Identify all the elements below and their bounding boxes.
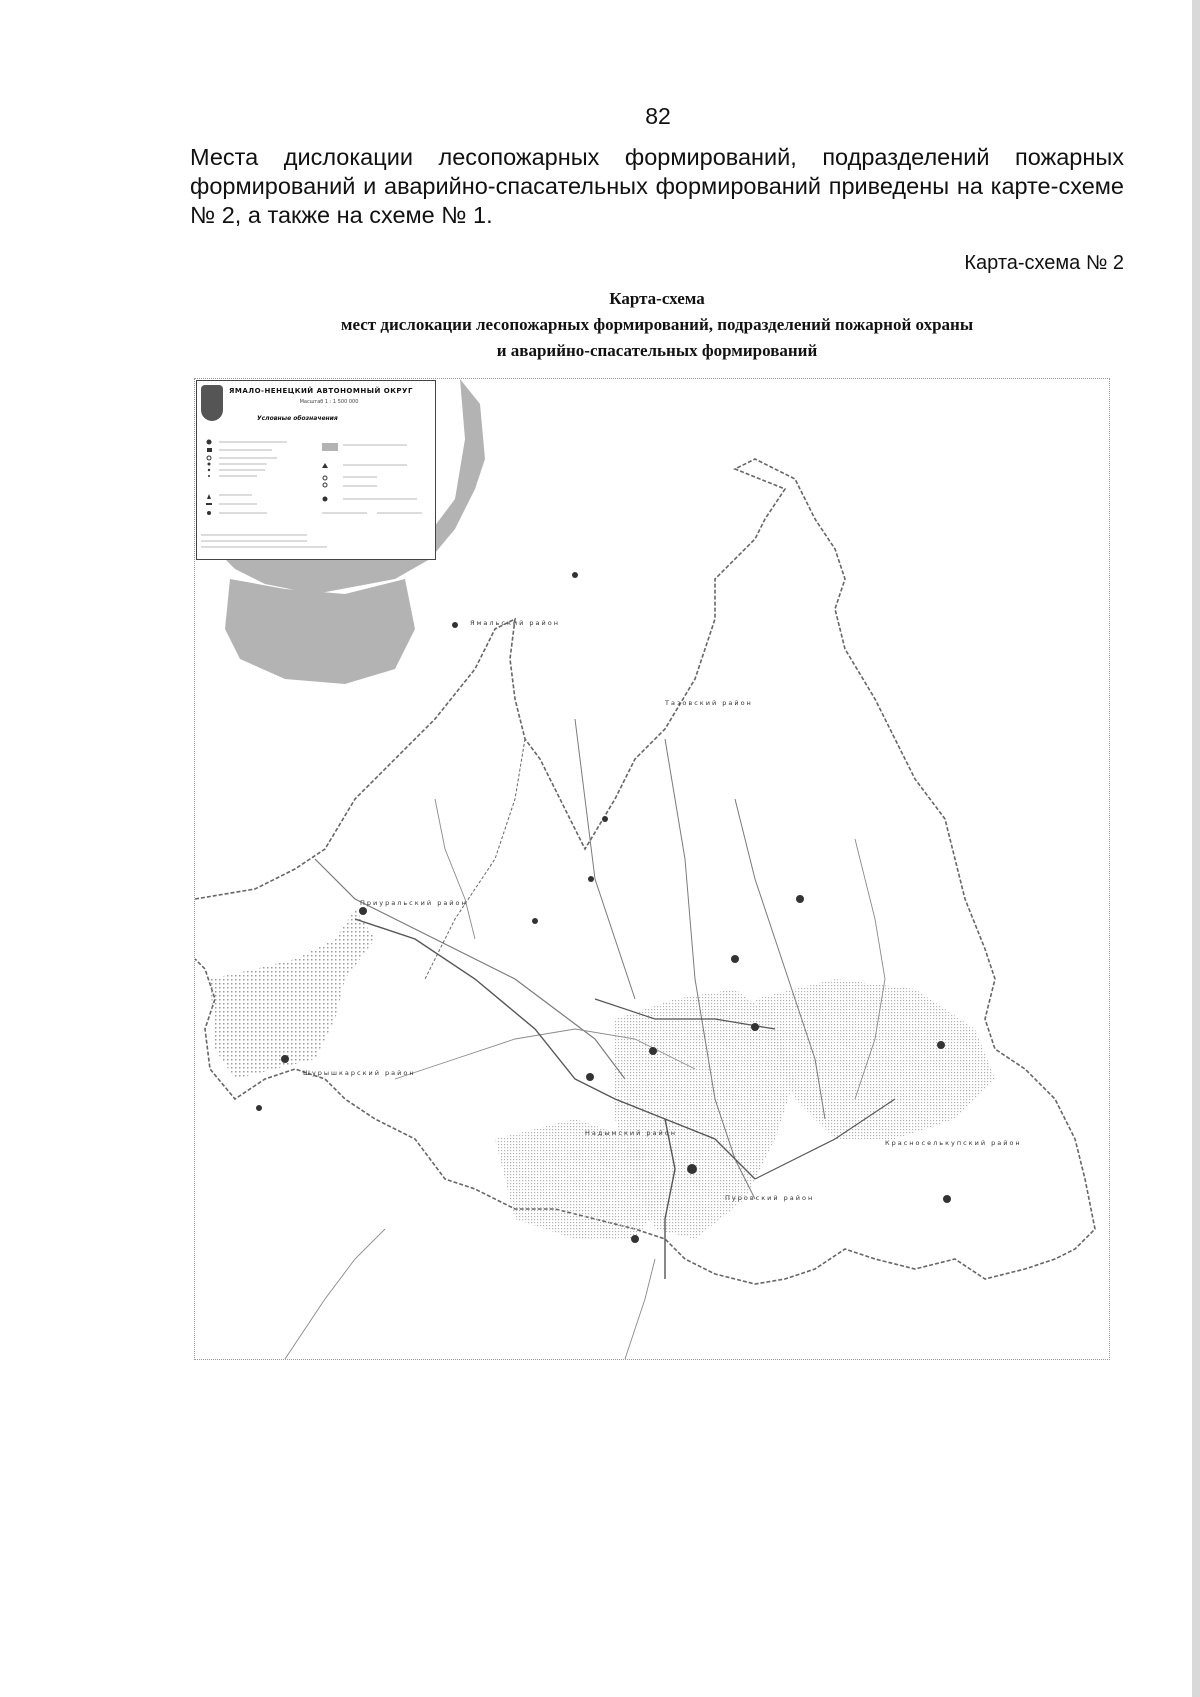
map-title-line-3: и аварийно-спасательных формирований <box>496 341 818 360</box>
scheme-label: Карта-схема № 2 <box>964 252 1124 274</box>
station-marker <box>532 918 538 924</box>
river <box>435 799 475 939</box>
station-marker <box>572 572 578 578</box>
map-title-line-1: Карта-схема <box>609 289 705 308</box>
station-marker <box>586 1073 594 1081</box>
road <box>625 1259 655 1359</box>
forest-zone-east <box>755 979 995 1139</box>
legend-symbols <box>197 381 435 559</box>
river <box>575 719 635 999</box>
station-marker <box>943 1195 951 1203</box>
road <box>425 739 525 979</box>
station-marker <box>796 895 804 903</box>
district-label: Шурышкарский район <box>303 1069 416 1077</box>
legend-title: ЯМАЛО-НЕНЕЦКИЙ АВТОНОМНЫЙ ОКРУГ <box>229 387 413 395</box>
station-marker <box>751 1023 759 1031</box>
station-marker <box>588 876 594 882</box>
gulf-area <box>225 579 415 684</box>
page-number: 82 <box>645 103 671 129</box>
legend-heading: Условные обозначения <box>257 415 338 422</box>
station-marker <box>359 907 367 915</box>
district-label: Красноселькупский район <box>885 1139 1022 1147</box>
map-legend <box>196 380 436 560</box>
district-label: Надымский район <box>585 1129 677 1137</box>
intro-paragraph: Места дислокации лесопожарных формирований, подразделений пожарных формирований и аварийно-спасательных формирований приведены на карте-схеме № 2, а также на схеме № 1. <box>190 144 1124 228</box>
station-marker <box>452 622 458 628</box>
station-marker <box>687 1164 697 1174</box>
district-label: Пуровский район <box>725 1194 815 1202</box>
river <box>315 859 625 1079</box>
station-marker <box>281 1055 289 1063</box>
station-marker <box>937 1041 945 1049</box>
station-marker <box>631 1235 639 1243</box>
page-edge <box>1192 0 1200 1697</box>
forest-zone-west <box>210 909 375 1079</box>
station-marker <box>649 1047 657 1055</box>
district-label: Тазовский район <box>665 699 753 707</box>
legend-scale: Масштаб 1 : 1 500 000 <box>299 399 359 405</box>
road <box>285 1229 385 1359</box>
station-marker <box>731 955 739 963</box>
station-marker <box>602 816 608 822</box>
map-title-line-2: мест дислокации лесопожарных формирований, подразделений пожарной охраны <box>340 315 974 334</box>
station-marker <box>256 1105 262 1111</box>
map-title <box>190 286 1124 364</box>
district-label: Ямальский район <box>470 619 560 627</box>
district-label: Приуральский район <box>360 899 468 907</box>
